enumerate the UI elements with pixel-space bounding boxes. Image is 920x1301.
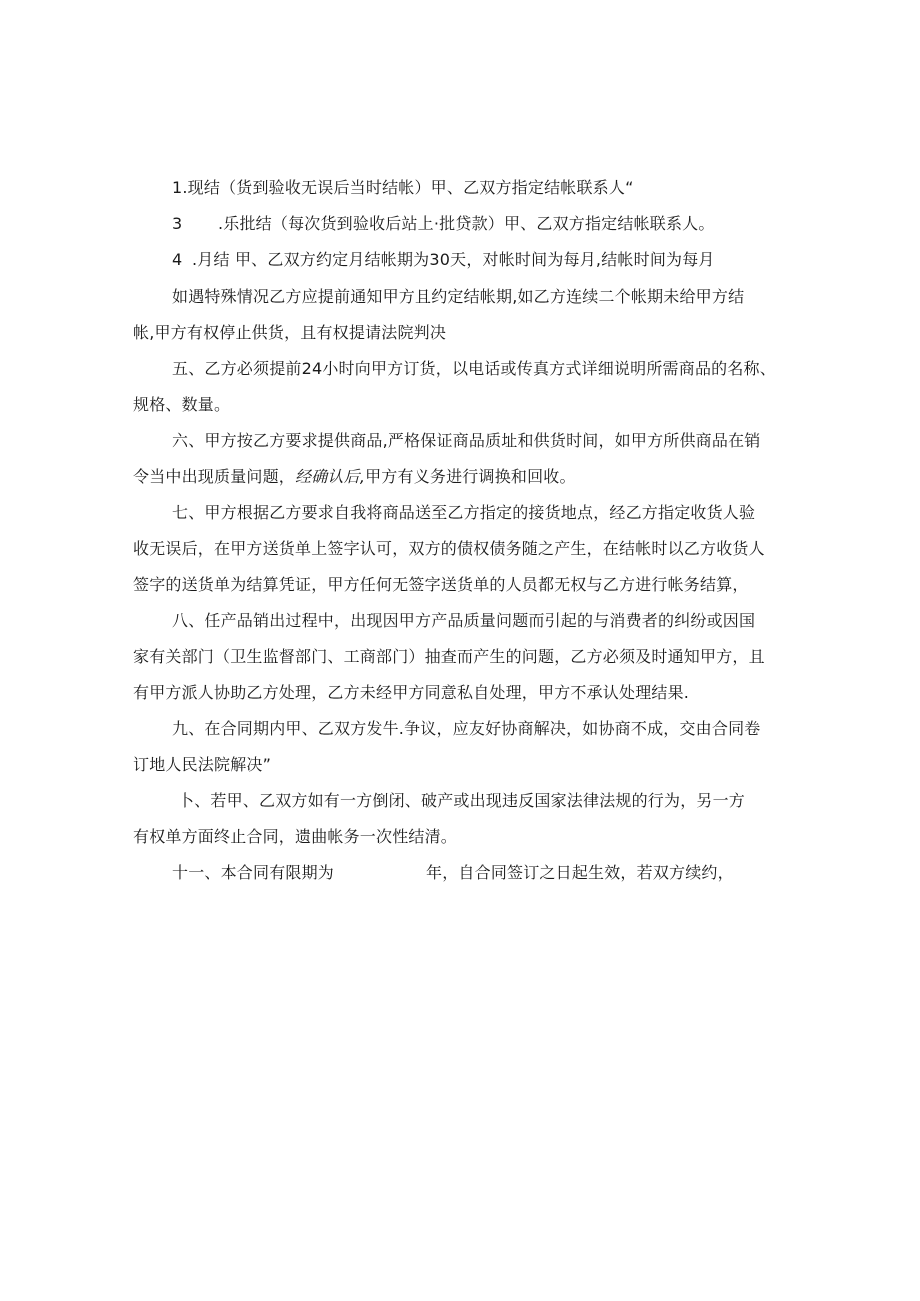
clause-6-text-italic: 经确认后, (295, 467, 366, 486)
clause-9-line-1: 九、在合同期内甲、乙双方发牛.争议，应友好协商解决，如协商不成，交由合同卷 (172, 719, 761, 738)
clause-5-line-1: 五、乙方必须提前24小时向甲方订货，以电话或传真方式详细说明所需商品的名称、 (172, 359, 776, 378)
clause-7-line-1: 七、甲方根据乙方要求自我将商品送至乙方指定的接货地点，经乙方指定收货人验 (172, 503, 756, 522)
clause-10-line-2: 有权单方面终止合同，遗曲帐务一次性结清。 (133, 827, 458, 846)
special-situation-line-2: 帐,甲方有权停止供货，且有权提请法院判决 (133, 323, 447, 342)
item-text: .月结 甲、乙双方约定月结帐期为30天，对帐时间为每月,结帐时间为每月 (192, 250, 715, 269)
clause-8-line-2: 家有关部门（卫生监督部门、工商部门）抽查而产生的问题，乙方必须及时通知甲方，且 (133, 647, 765, 666)
clause-11-text-b: 年，自合同签订之日起生效，若双方续约， (426, 863, 734, 882)
clause-6-line-2 (133, 467, 576, 487)
payment-item-3 (172, 214, 715, 234)
clause-7-line-2: 收无误后，在甲方送货单上签字认可，双方的债权债务随之产生，在结帐时以乙方收货人 (133, 539, 765, 558)
clause-8-line-3: 有甲方派人协助乙方处理，乙方未经甲方同意私自处理，甲方不承认处理结果. (133, 683, 690, 702)
clause-5-line-2: 规格、数量。 (133, 395, 231, 414)
clause-8-line-1: 八、任产品销出过程中，出现因甲方产品质量问题而引起的与消费者的纠纷或因国 (172, 611, 756, 630)
item-number: 3 (172, 214, 183, 233)
clause-9-line-2: 订地人民法院解决” (133, 755, 272, 774)
clause-11-text-a: 十一、本合同有限期为 (172, 863, 335, 882)
clause-10-line-1: 卜、若甲、乙双方如有一方倒闭、破产或出现违反国家法律法规的行为，另一方 (178, 791, 746, 810)
special-situation-line-1: 如遇特殊情况乙方应提前通知甲方且约定结帐期,如乙方连续二个帐期未给甲方结 (172, 287, 745, 306)
clause-6-text-a: 令当中出现质量问题， (133, 467, 296, 486)
item-number: 4 (172, 250, 183, 269)
item-text: .乐批结（每次货到验收后站上·批贷款）甲、乙双方指定结帐联系人。 (218, 214, 715, 233)
clause-7-line-3: 签字的送货单为结算凭证，甲方任何无签字送货单的人员都无权与乙方进行帐务结算， (133, 575, 749, 594)
payment-item-1: 1.现结（货到验收无误后当时结帐）甲、乙双方指定结帐联系人“ (172, 178, 634, 197)
clause-6-text-c: 甲方有义务进行调换和回收。 (365, 467, 576, 486)
clause-6-line-1: 六、甲方按乙方要求提供商品,严格保证商品质址和供货时间，如甲方所供商品在销 (172, 431, 761, 450)
clause-11-line-1 (172, 863, 734, 883)
payment-item-4 (172, 250, 715, 270)
